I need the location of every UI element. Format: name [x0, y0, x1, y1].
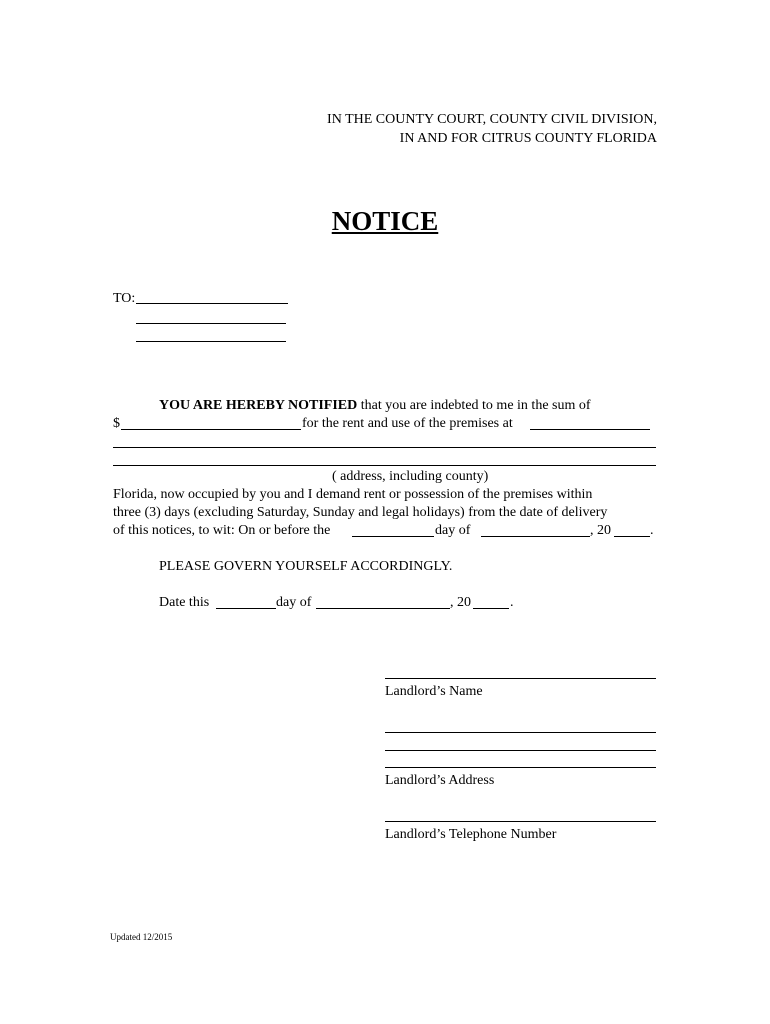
florida-line: Florida, now occupied by you and I demand rent or possession of the premises within — [113, 487, 593, 502]
notified-line — [159, 397, 591, 415]
on-or-before-month-line[interactable] — [481, 536, 590, 537]
to-recipient-line-1[interactable] — [136, 303, 288, 304]
three-days-line: three (3) days (excluding Saturday, Sunday and legal holidays) from the date of delivery — [113, 505, 608, 520]
wit-text-d: . — [650, 523, 654, 538]
landlord-address-label: Landlord’s Address — [385, 773, 495, 788]
sum-amount-line[interactable] — [121, 429, 301, 430]
dollar-sign: $ — [113, 416, 120, 431]
landlord-address-line-2[interactable] — [385, 750, 656, 751]
premises-address-line-2[interactable] — [113, 447, 656, 448]
date-text-d: . — [510, 595, 514, 610]
updated-footer: Updated 12/2015 — [110, 932, 173, 942]
govern-statement: PLEASE GOVERN YOURSELF ACCORDINGLY. — [159, 559, 453, 574]
landlord-address-line-1[interactable] — [385, 732, 656, 733]
wit-text-b: day of — [435, 523, 471, 538]
notified-bold-text: YOU ARE HEREBY NOTIFIED — [159, 398, 358, 413]
landlord-address-line-3[interactable] — [385, 767, 656, 768]
notified-rest-text: that you are indebted to me in the sum of — [357, 398, 591, 413]
wit-text-c: , 20 — [590, 523, 611, 538]
court-header-line-1: IN THE COUNTY COURT, COUNTY CIVIL DIVISION, — [327, 112, 657, 127]
landlord-phone-line[interactable] — [385, 821, 656, 822]
date-month-line[interactable] — [316, 608, 450, 609]
rent-text: for the rent and use of the premises at — [302, 416, 513, 431]
landlord-phone-label: Landlord’s Telephone Number — [385, 827, 557, 842]
to-recipient-line-3[interactable] — [136, 341, 286, 342]
date-year-line[interactable] — [473, 608, 509, 609]
date-text-b: day of — [276, 595, 312, 610]
to-label: TO: — [113, 291, 136, 306]
landlord-name-line[interactable] — [385, 678, 656, 679]
premises-address-line-1[interactable] — [530, 429, 650, 430]
premises-address-line-3[interactable] — [113, 465, 656, 466]
date-text-c: , 20 — [450, 595, 471, 610]
notice-title: NOTICE — [331, 206, 439, 236]
date-text-a: Date this — [159, 595, 210, 610]
to-recipient-line-2[interactable] — [136, 323, 286, 324]
wit-text-a: of this notices, to wit: On or before the — [113, 523, 331, 538]
court-header-line-2: IN AND FOR CITRUS COUNTY FLORIDA — [399, 131, 657, 146]
address-caption: ( address, including county) — [332, 469, 489, 484]
on-or-before-year-line[interactable] — [614, 536, 650, 537]
date-day-line[interactable] — [216, 608, 276, 609]
on-or-before-day-line[interactable] — [352, 536, 434, 537]
landlord-name-label: Landlord’s Name — [385, 684, 483, 699]
